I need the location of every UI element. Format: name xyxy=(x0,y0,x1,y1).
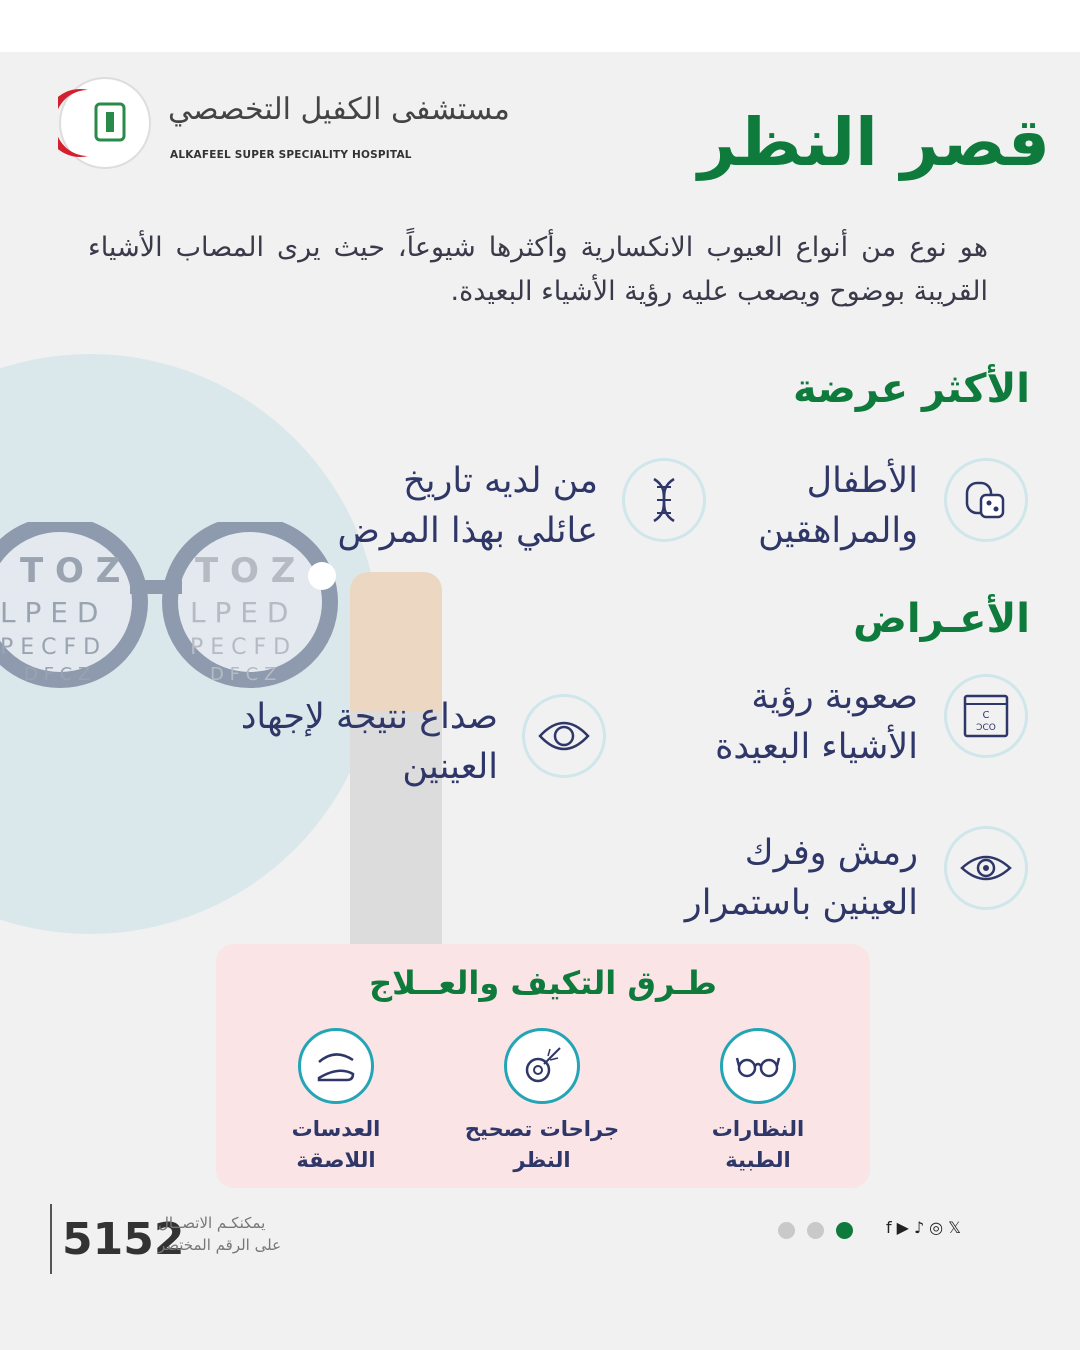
chart-row-3-left: P E C F D xyxy=(0,635,101,660)
risk-family-line1: من لديه تاريخ xyxy=(403,461,598,501)
page-dot xyxy=(807,1222,824,1239)
eye-chart-icon xyxy=(944,674,1028,758)
svg-text:C: C xyxy=(982,710,990,721)
instagram-icon[interactable]: ◎ xyxy=(929,1218,949,1237)
risk-children-line1: الأطفال xyxy=(806,461,918,501)
at-risk-heading: الأكثر عرضة xyxy=(792,366,1030,412)
intro-text: هو نوع من أنواع العيوب الانكسارية وأكثرها شيوعاً، حيث يرى المصاب الأشياء القريبة بوضوح ويصعب عليه رؤية الأشياء البعيدة. xyxy=(88,232,988,307)
risk-family-line2: عائلي بهذا المرض xyxy=(337,511,598,551)
chart-row-3-right: P E C F D xyxy=(190,635,291,660)
treatment-heading: طـرق التكيف والعــلاج xyxy=(369,964,717,1002)
glasses-icon xyxy=(720,1028,796,1104)
symptom-blinking-line1: رمش وفرك xyxy=(744,833,918,873)
eye-strain-icon xyxy=(522,694,606,778)
hand-illustration xyxy=(350,572,442,712)
chart-row-4-right: D F C Z xyxy=(210,664,277,685)
hospital-name-ar: مستشفى الكفيل التخصصي xyxy=(168,92,510,127)
tiktok-icon[interactable]: ♪ xyxy=(913,1218,930,1237)
treatment-contacts xyxy=(236,1028,436,1176)
call-line-1: يمكنكـم الاتصــال xyxy=(158,1214,266,1232)
treatment-glasses xyxy=(658,1028,858,1176)
page-indicator-dots xyxy=(778,1222,860,1243)
treatment-panel xyxy=(216,944,870,1188)
hospital-seal-logo xyxy=(58,76,152,170)
symptom-distance-line2: الأشياء البعيدة xyxy=(715,727,918,767)
hospital-name-en: ALKAFEEL SUPER SPECIALITY HOSPITAL xyxy=(170,149,412,161)
short-phone-number[interactable]: 5152 xyxy=(62,1214,185,1265)
symptom-headache-line1: صداع نتيجة لإجهاد xyxy=(240,697,498,737)
symptom-headache-line2: العينين xyxy=(402,747,498,787)
facebook-icon[interactable]: f xyxy=(886,1218,897,1237)
treatment-surgery-line2: النظر xyxy=(513,1148,571,1172)
poster-card xyxy=(0,52,1080,1350)
laser-eye-icon xyxy=(504,1028,580,1104)
chart-row-4-left: D F C Z xyxy=(24,664,91,685)
child-face-icon xyxy=(944,458,1028,542)
symptom-item-headache xyxy=(118,692,498,792)
youtube-icon[interactable]: ▶ xyxy=(896,1218,914,1237)
contact-lens-icon xyxy=(298,1028,374,1104)
treatment-glasses-line2: الطبية xyxy=(725,1148,791,1172)
social-icons xyxy=(886,1218,966,1237)
risk-item-family-history xyxy=(258,456,598,556)
call-line-2: على الرقم المختصر xyxy=(158,1236,282,1254)
eye-icon xyxy=(944,826,1028,910)
risk-children-line2: والمراهقين xyxy=(758,511,918,551)
chart-row-1-left: T O Z xyxy=(20,551,121,591)
x-icon[interactable]: 𝕏 xyxy=(948,1218,967,1237)
symptom-item-blinking xyxy=(578,828,918,928)
dna-icon xyxy=(622,458,706,542)
chart-row-2-right: L P E D xyxy=(190,596,289,629)
page-dot-active xyxy=(836,1222,853,1239)
treatment-glasses-line1: النظارات xyxy=(711,1117,805,1141)
symptom-blinking-line2: العينين باستمرار xyxy=(684,883,918,923)
footer-divider xyxy=(50,1204,52,1274)
chart-row-2-left: L P E D xyxy=(0,596,99,629)
symptom-item-distance xyxy=(598,672,918,772)
chart-row-1-right: T O Z xyxy=(195,551,296,591)
treatment-contacts-line1: العدسات xyxy=(291,1117,381,1141)
page-dot xyxy=(778,1222,795,1239)
treatment-surgery-line1: جراحات تصحيح xyxy=(464,1117,620,1141)
symptom-distance-line1: صعوبة رؤية xyxy=(751,677,918,717)
treatment-contacts-line2: اللاصقة xyxy=(296,1148,376,1172)
page-title: قصر النظر xyxy=(698,104,1050,181)
svg-text:ƆCO: ƆCO xyxy=(976,723,996,733)
treatment-surgery xyxy=(442,1028,642,1176)
symptoms-heading: الأعـراض xyxy=(853,596,1030,642)
